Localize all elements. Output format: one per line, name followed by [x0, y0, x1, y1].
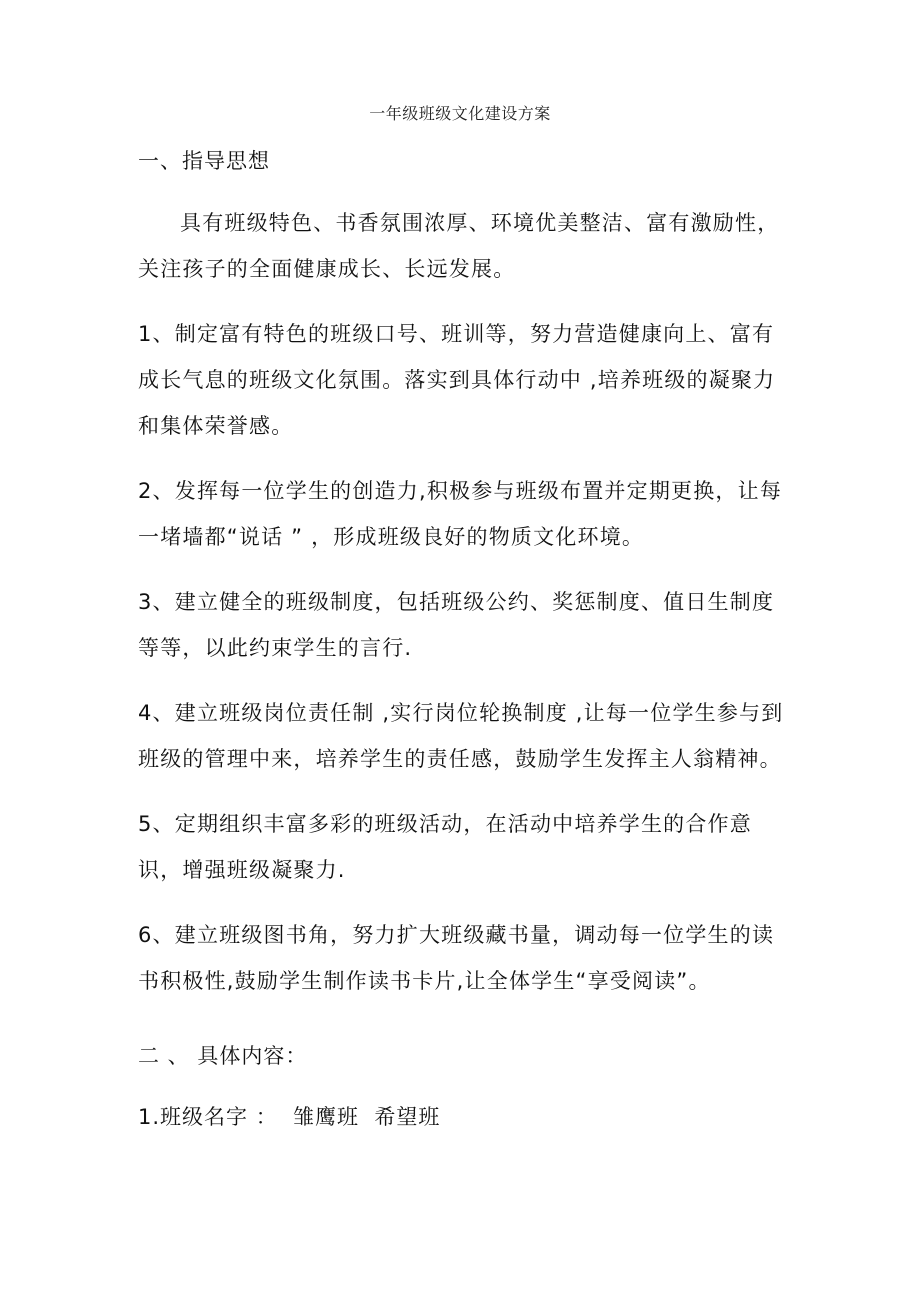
list-item-1: 1、制定富有特色的班级口号、班训等，努力营造健康向上、富有成长气息的班级文化氛围。落实到具体行动中 ,培养班级的凝聚力和集体荣誉感。 [138, 322, 776, 438]
list-item-4: 4、建立班级岗位责任制 ,实行岗位轮换制度 ,让每一位学生参与到班级的管理中来，培养学生的责任感，鼓励学生发挥主人翁精神。 [138, 701, 784, 771]
section-heading-specific-content: 二 、 具体内容： [138, 1044, 308, 1068]
list-item-6: 6、建立班级图书角，努力扩大班级藏书量，调动每一位学生的读书积极性,鼓励学生制作读书卡片,让全体学生“享受阅读”。 [138, 923, 775, 993]
list-item-2: 2、发挥每一位学生的创造力,积极参与班级布置并定期更换，让每一堵墙都“说话 ” ，形成班级良好的物质文化环境。 [138, 479, 783, 549]
document-title: 一年级班级文化建设方案 [369, 104, 551, 123]
intro-paragraph: 具有班级特色、书香氛围浓厚、环境优美整洁、富有激励性，关注孩子的全面健康成长、长远发展。 [138, 211, 780, 281]
list-item-3: 3、建立健全的班级制度，包括班级公约、奖惩制度、值日生制度等等，以此约束学生的言行. [138, 590, 775, 660]
section-heading-guiding-ideology: 一、指导思想 [138, 149, 270, 173]
class-name-line: 1.班级名字 ： 雏鹰班 希望班 [138, 1105, 441, 1129]
list-item-5: 5、定期组织丰富多彩的班级活动，在活动中培养学生的合作意识，增强班级凝聚力. [138, 812, 752, 882]
